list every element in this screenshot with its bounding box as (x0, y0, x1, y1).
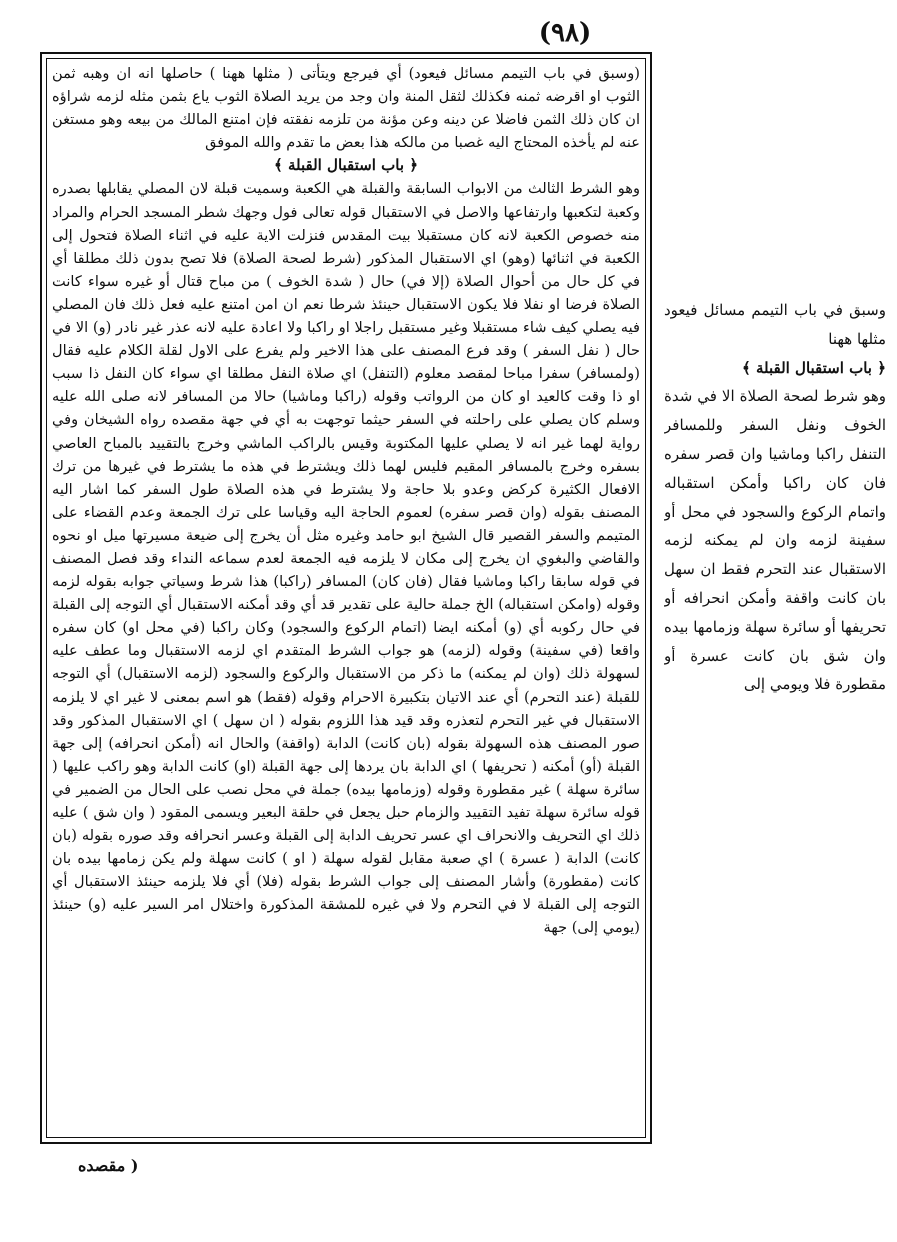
margin-line-1: وسبق في باب التيمم مسائل فيعود مثلها ههنا (664, 301, 886, 348)
main-paragraph-1: (وسبق في باب التيمم مسائل فيعود) أي فيرجع ويتأتى ( مثلها ههنا ) حاصلها انه ان وهبه ثمن الثوب او اقرضه ثمنه فكذلك لثقل المنة وان وجد من يريد الصلاة الثوب ياع بثمن مثله لزمه شراؤه ان كان ذلك الثمن فاضلا عن دينه وعن مؤنة من تلزمه نفقته فإن امتنع المالك من بيعه وهو مستغن عنه لم يأخذه المحتاج اليه غصبا من مالكه هذا بعض ما تقدم والله الموفق (52, 65, 640, 152)
page-number: (٩٨) (538, 18, 592, 48)
main-paragraph-2: وهو الشرط الثالث من الابواب السابقة والقبلة هي الكعبة وسميت قبلة لان المصلي يقابلها بصدره وكعبة لتكعبها وارتفاعها والاصل في الاستقبال قوله تعالى فول وجهك شطر المسجد الحرام والمراد منه خصوص الكعبة لانه كان مستقبلا بيت المقدس فنزلت الاية عليه في اثناء الصلاة فتحول إلى الكعبة في اثنائها (وهو) اي الاستقبال المذكور (شرط لصحة الصلاة) فلا تصح بدون ذلك مطلقا أي في كل حال من أحوال الصلاة (إلا في) حال ( شدة الخوف ) من مباح قتال أو غيره سواء كانت الصلاة فرضا او نفلا فلا يكون الاستقبال حينئذ شرطا نعم ان امن امتنع عليه فعل ذلك فان المصلي فيه يصلي كيف شاء مستقبلا وغير مستقبل راجلا او راكبا ولا اعادة عليه لانه عذر غير نادر (و) الا في حال ( نفل السفر ) وقد فرع المصنف على هذا الاخير ولم يفرع على الاول لقلة الكلام عليه فقال (ولمسافر) سفرا مباحا لمقصد معلوم (التنفل) اي صلاة النفل مطلقا اي سواء كان النفل ذا سبب او ذا وقت كالعيد او كان من الرواتب وقوله (راكبا وماشيا) حالا من المسافر لانه صلى الله عليه وسلم كان يصلي على راحلته في السفر حيثما توجهت به أي في جهة مقصده رواه الشيخان وفي رواية لهما غير انه لا يصلي عليها المكتوبة وقيس بالراكب الماشي وخرج بالتقييد بالمباح العاصي بسفره وخرج بالمسافر المقيم فليس لهما ذلك ويشترط في هذه ما يشترط في غيرها من ترك الافعال الكثيرة كركض وعدو بلا حاجة ولا يشترط في هذه الصلاة طول السفر كما اشار اليه المصنف بقوله (وان قصر سفره) لعموم الحاجة اليه وقياسا على ترك الجمعة وعدم القضاء على المتيمم والسفر القصير قال الشيخ ابو حامد وغيره مثل أن يخرج إلى ضيعة مسيرتها ميل او نحوه والقاضي والبغوي ان يخرج إلى مكان لا يلزمه فيه الجمعة لعدم سماعه النداء وقد فصل المصنف في قوله سابقا راكبا وماشيا فقال (فان كان) المسافر (راكبا) هذا شرط وسياتي جوابه بقوله لزمه وقوله (وامكن استقباله) الخ جملة حالية على تقدير قد أي وقد أمكنه الاستقبال أي التوجه إلى القبلة في حال ركوبه أي (و) أمكنه ايضا (اتمام الركوع والسجود) وكان راكبا (في محل او) كان سفره واقعا (في سفينة) وقوله (لزمه) هو جواب الشرط المتقدم اي لزمه الاستقبال وما عطف عليه لسهولة ذلك (وان لم يمكنه) ما ذكر من الاستقبال والركوع والسجود (لزمه الاستقبال) أي التوجه للقبلة (عند التحرم) أي عند الاتيان بتكبيرة الاحرام وقوله (فقط) هو اسم بمعنى لا غير اي لا يلزمه الاستقبال في غير التحرم لتعذره وقد قيد هذا اللزوم بقوله ( ان سهل ) اي الاستقبال المذكور وقد صور المصنف هذه السهولة بقوله (بان كانت) الدابة (واقفة) والحال انه (أمكن انحرافه) إلى جهة القبلة (أو) أمكنه ( تحريفها ) اي الدابة بان يردها إلى جهة القبلة (او) كانت الدابة وهو راكب عليها ( سائرة سهلة ) غير مقطورة وقوله (وزمامها بيده) جملة في محل نصب على الحال من الضمير في قوله سائرة سهلة تفيد التقييد والزمام حبل يجعل في حلقة البعير ويسمى المقود ( وان شق ) عليه ذلك اي التحريف والانحراف اي عسر تحريف الدابة إلى القبلة وعسر انحرافه وقد صوره بقوله (بان كانت) الدابة ( عسرة ) اي صعبة مقابل لقوله سهلة ( او ) كانت سهلة ولم يكن زمامها بيده بان كانت (مقطورة) وأشار المصنف إلى جواب الشرط بقوله (فلا) أي فلا يلزمه حينئذ الاستقبال أي التوجه إلى القبلة لا في التحرم ولا في غيره للمشقة المذكورة واختلال امر السير عليه (و) حينئذ (يومي إلى) جهة (52, 180, 640, 937)
chapter-heading: ﴿ باب استقبال القبلة ﴾ (273, 156, 419, 175)
main-text-block (52, 62, 640, 1134)
margin-heading: ﴿ باب استقبال القبلة ﴾ (741, 358, 886, 377)
catchword: ( مقصده (78, 1156, 139, 1175)
margin-text-block (664, 296, 886, 876)
margin-line-2: وهو شرط لصحة الصلاة الا في شدة الخوف ونفل السفر وللمسافر التنفل راكبا وماشيا وان قصر سفره فان كان راكبا وأمكن استقباله واتمام الركوع والسجود في محل أو سفينة لزمه وان لم يمكنه لزمه الاستقبال عند التحرم فقط ان سهل بان كانت واقفة وأمكن انحرافه أو تحريفها أو سائرة سهلة وزمامها بيده وان شق بان كانت عسرة أو مقطورة فلا ويومي إلى (664, 387, 886, 694)
